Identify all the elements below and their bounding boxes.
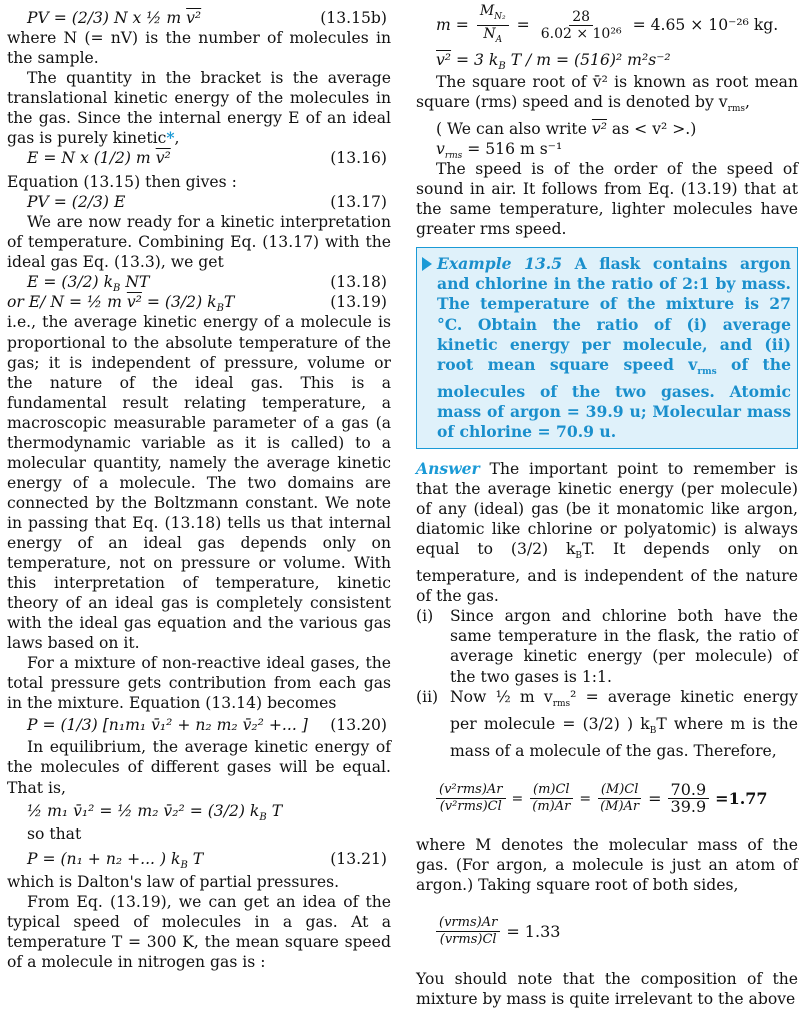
footnote-star-icon: *	[166, 128, 175, 148]
example-box	[416, 247, 798, 449]
paragraph: i.e., the average kinetic energy of a molecule is proportional to the absolute temperature of the gas; it is independent of pressure, volume or the nature of the ideal gas. This is a fundamental result relating temperature, a macroscopic measurable parameter of a gas (a thermodynamic variable as it is called) to a molecular quantity, namely the average kinetic energy of a molecule. The two domains are connected by the Boltzmann constant. We note in passing that Eq. (13.18) tells us that internal energy of an ideal gas depends only on temperature, not on pressure or volume. With this interpretation of temperature, kinetic theory of an ideal gas is completely consistent with the ideal gas equation and the various gas laws based on it.	[7, 313, 391, 653]
paragraph: For a mixture of non-reactive ideal gases, the total pressure gets contribution from each gas in the mixture. Equation (13.14) becomes	[7, 654, 391, 713]
list-item: (i) Since argon and chlorine both have the same temperature in the flask, the ratio of average kinetic energy (per molecule) of the two gases is 1:1.	[416, 607, 798, 686]
equation-equal-ke: ½ m₁ v̄₁² = ½ m₂ v̄₂² = (3/2) $k_B$ T	[27, 801, 283, 823]
equation-13-21: P = (n₁ + n₂ +... ) $k_B$ T (13.21)	[27, 849, 387, 871]
answer-label: Answer	[416, 458, 480, 478]
example-text: Example 13.5 A flask contains argon and chlorine in the ratio of 2:1 by mass. The temperature of the mixture is 27 °C. Obtain the ratio of (i) average kinetic energy per molecule, and (ii) root mean square speed $v_{rms}$ of the molecules of the two gases. Atomic mass of argon = 39.9 u; Molecular mass of chlorine = 70.9 u.	[437, 254, 791, 441]
equation-13-15b: PV = (2/3) N x ½ m v² (13.15b)	[27, 9, 387, 27]
ratio-equation-rms: $\frac{\text{(vrms)Ar}}{\text{(vrms)Cl}}$ = 1.33	[416, 899, 798, 963]
example-arrow-icon	[422, 257, 432, 271]
paragraph: which is Dalton's law of partial pressures.	[7, 872, 340, 891]
equation-13-20: P = (1/3) [n₁m₁ v̄₁² + n₂ m₂ v̄₂² +... ] (13.20)	[27, 716, 387, 735]
ratio-equation-ke: $\frac{\text{(v²rms)Ar}}{\text{(v²rms)Cl}}$ = $\frac{(m)Cl}{(m)Ar}$ = $\frac{(M)Cl}{(M)Ar}$ = $\frac{70.9}{39.9}$ =1.77	[416, 767, 798, 831]
paragraph: You should note that the composition of the mixture by mass is quite irrelevant to the above	[416, 970, 798, 1009]
paragraph: Equation (13.15) then gives :	[7, 173, 237, 192]
paragraph: where M denotes the molecular mass of the gas. (For argon, a molecule is just an atom of argon.) Taking square root of both sides,	[416, 835, 798, 894]
paragraph: where N (= nV) is the number of molecules in the sample.	[7, 29, 391, 68]
paragraph: The square root of v̄² is known as root mean square (rms) speed and is denoted by $v_{rms}$,	[416, 73, 798, 115]
paragraph: The speed is of the order of the speed of sound in air. It follows from Eq. (13.19) that at the same temperature, lighter molecules have greater rms speed.	[416, 160, 798, 239]
left-column	[7, 8, 391, 972]
equation-13-16: E = N x (1/2) m v² (13.16)	[27, 149, 387, 168]
mean-square-speed-equation: v² = 3 $k_B$ T / m = (516)² m²s⁻²	[436, 51, 671, 73]
equation-13-17: PV = (2/3) E (13.17)	[27, 193, 387, 212]
list-item: (ii) Now ½ m $v_{rms}^2$ = average kinetic energy per molecule = (3/2) ) $k_BT$ where m is the mass of a molecule of the gas. Therefore,	[416, 687, 798, 760]
paragraph: In equilibrium, the average kinetic energy of the molecules of different gases will be equal. That is,	[7, 738, 391, 797]
answer-paragraph: Answer The important point to remember is that the average kinetic energy (per molecule) of any (ideal) gas (be it monatomic like argon, diatomic like chlorine or polyatomic) is always equal to (3/2) $k_BT$. It depends only on temperature, and is independent of the nature of the gas.	[416, 458, 798, 606]
equation-13-19: or E/ N = ½ m v² = (3/2) $k_BT$ (13.19)	[7, 293, 387, 315]
paragraph: From Eq. (13.19), we can get an idea of the typical speed of molecules in a gas. At a temperature T = 300 K, the mean square speed of a molecule in nitrogen gas is :	[7, 892, 391, 971]
paragraph: We are now ready for a kinetic interpretation of temperature. Combining Eq. (13.17) with the ideal gas Eq. (13.3), we get	[7, 213, 391, 272]
alternate-notation: ( We can also write v² as < v² >.)	[436, 120, 697, 139]
equation-13-18: E = (3/2) $k_B$ NT (13.18)	[27, 273, 387, 295]
mass-equation: m = $\frac{M_{N_2}}{N_A}$ = $\frac{28}{\text{6.02 × 10²⁶}}$ = 4.65 × 10⁻²⁶ kg.	[436, 2, 779, 45]
so-that-label: so that	[27, 824, 82, 843]
paragraph: The quantity in the bracket is the average translational kinetic energy of the molecules in the gas. Since the internal energy E of an ideal gas is purely kinetic*,	[7, 69, 391, 148]
vrms-value: $v_{rms} = 516$ m s⁻¹	[436, 140, 563, 162]
right-column	[416, 2, 798, 1009]
